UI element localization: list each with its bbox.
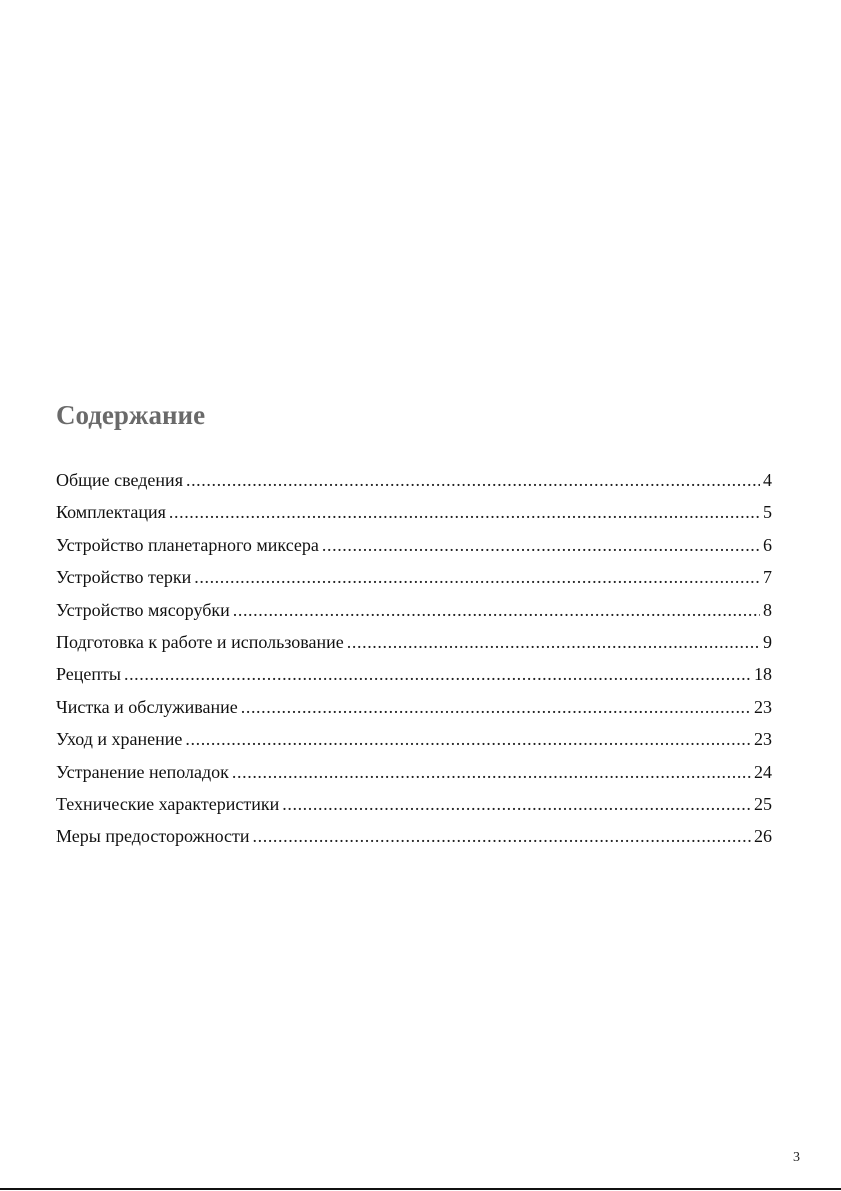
toc-entry[interactable]	[56, 464, 772, 496]
toc-entry[interactable]	[56, 496, 772, 528]
toc-leader-dots	[233, 594, 760, 626]
toc-entry[interactable]	[56, 820, 772, 852]
toc-leader-dots	[185, 723, 751, 755]
toc-entry[interactable]	[56, 723, 772, 755]
bottom-rule	[0, 1188, 841, 1190]
toc-entry-label: Чистка и обслуживание	[56, 696, 238, 717]
toc-entry-label: Меры предосторожности	[56, 826, 250, 847]
toc-leader-dots	[253, 820, 751, 852]
toc-entry-page: 24	[754, 761, 772, 782]
toc-entry-page: 5	[763, 502, 772, 523]
toc-leader-dots	[232, 756, 751, 788]
toc-entry[interactable]	[56, 626, 772, 658]
toc-entry-page: 26	[754, 826, 772, 847]
toc-entry[interactable]	[56, 658, 772, 690]
toc-entry-page: 6	[763, 534, 772, 555]
toc-entry-page: 18	[754, 664, 772, 685]
toc-entry-label: Устранение неполадок	[56, 761, 229, 782]
toc-entry-page: 8	[763, 599, 772, 620]
toc-leader-dots	[282, 788, 751, 820]
toc-entry-page: 23	[754, 729, 772, 750]
toc-leader-dots	[322, 529, 760, 561]
toc-list	[56, 464, 772, 853]
page-number: 3	[793, 1150, 800, 1165]
toc-entry[interactable]	[56, 529, 772, 561]
toc-entry-page: 4	[763, 470, 772, 490]
toc-leader-dots	[169, 496, 760, 528]
toc-leader-dots	[347, 626, 760, 658]
toc-entry[interactable]	[56, 561, 772, 593]
toc-entry-label: Устройство терки	[56, 567, 192, 588]
toc-entry-label: Технические характеристики	[56, 793, 280, 814]
toc-leader-dots	[124, 658, 751, 690]
toc-entry-page: 25	[754, 793, 772, 814]
toc-entry[interactable]	[56, 691, 772, 723]
toc-entry[interactable]	[56, 594, 772, 626]
toc-leader-dots	[194, 561, 760, 593]
toc-leader-dots	[241, 691, 751, 723]
toc-entry-page: 7	[763, 567, 772, 588]
toc-entry-page: 9	[763, 631, 772, 652]
toc-entry[interactable]	[56, 788, 772, 820]
toc-entry-label: Устройство мясорубки	[56, 599, 230, 620]
toc-entry-label: Общие сведения	[56, 470, 183, 490]
toc-entry-label: Уход и хранение	[56, 729, 183, 750]
toc-entry-label: Рецепты	[56, 664, 121, 685]
toc-entry-label: Подготовка к работе и использование	[56, 631, 344, 652]
toc-entry-label: Комплектация	[56, 502, 166, 523]
toc-title: Содержание	[56, 400, 206, 430]
toc-leader-dots	[186, 464, 760, 496]
toc-entry-page: 23	[754, 696, 772, 717]
toc-entry[interactable]	[56, 756, 772, 788]
toc-entry-label: Устройство планетарного миксера	[56, 534, 319, 555]
